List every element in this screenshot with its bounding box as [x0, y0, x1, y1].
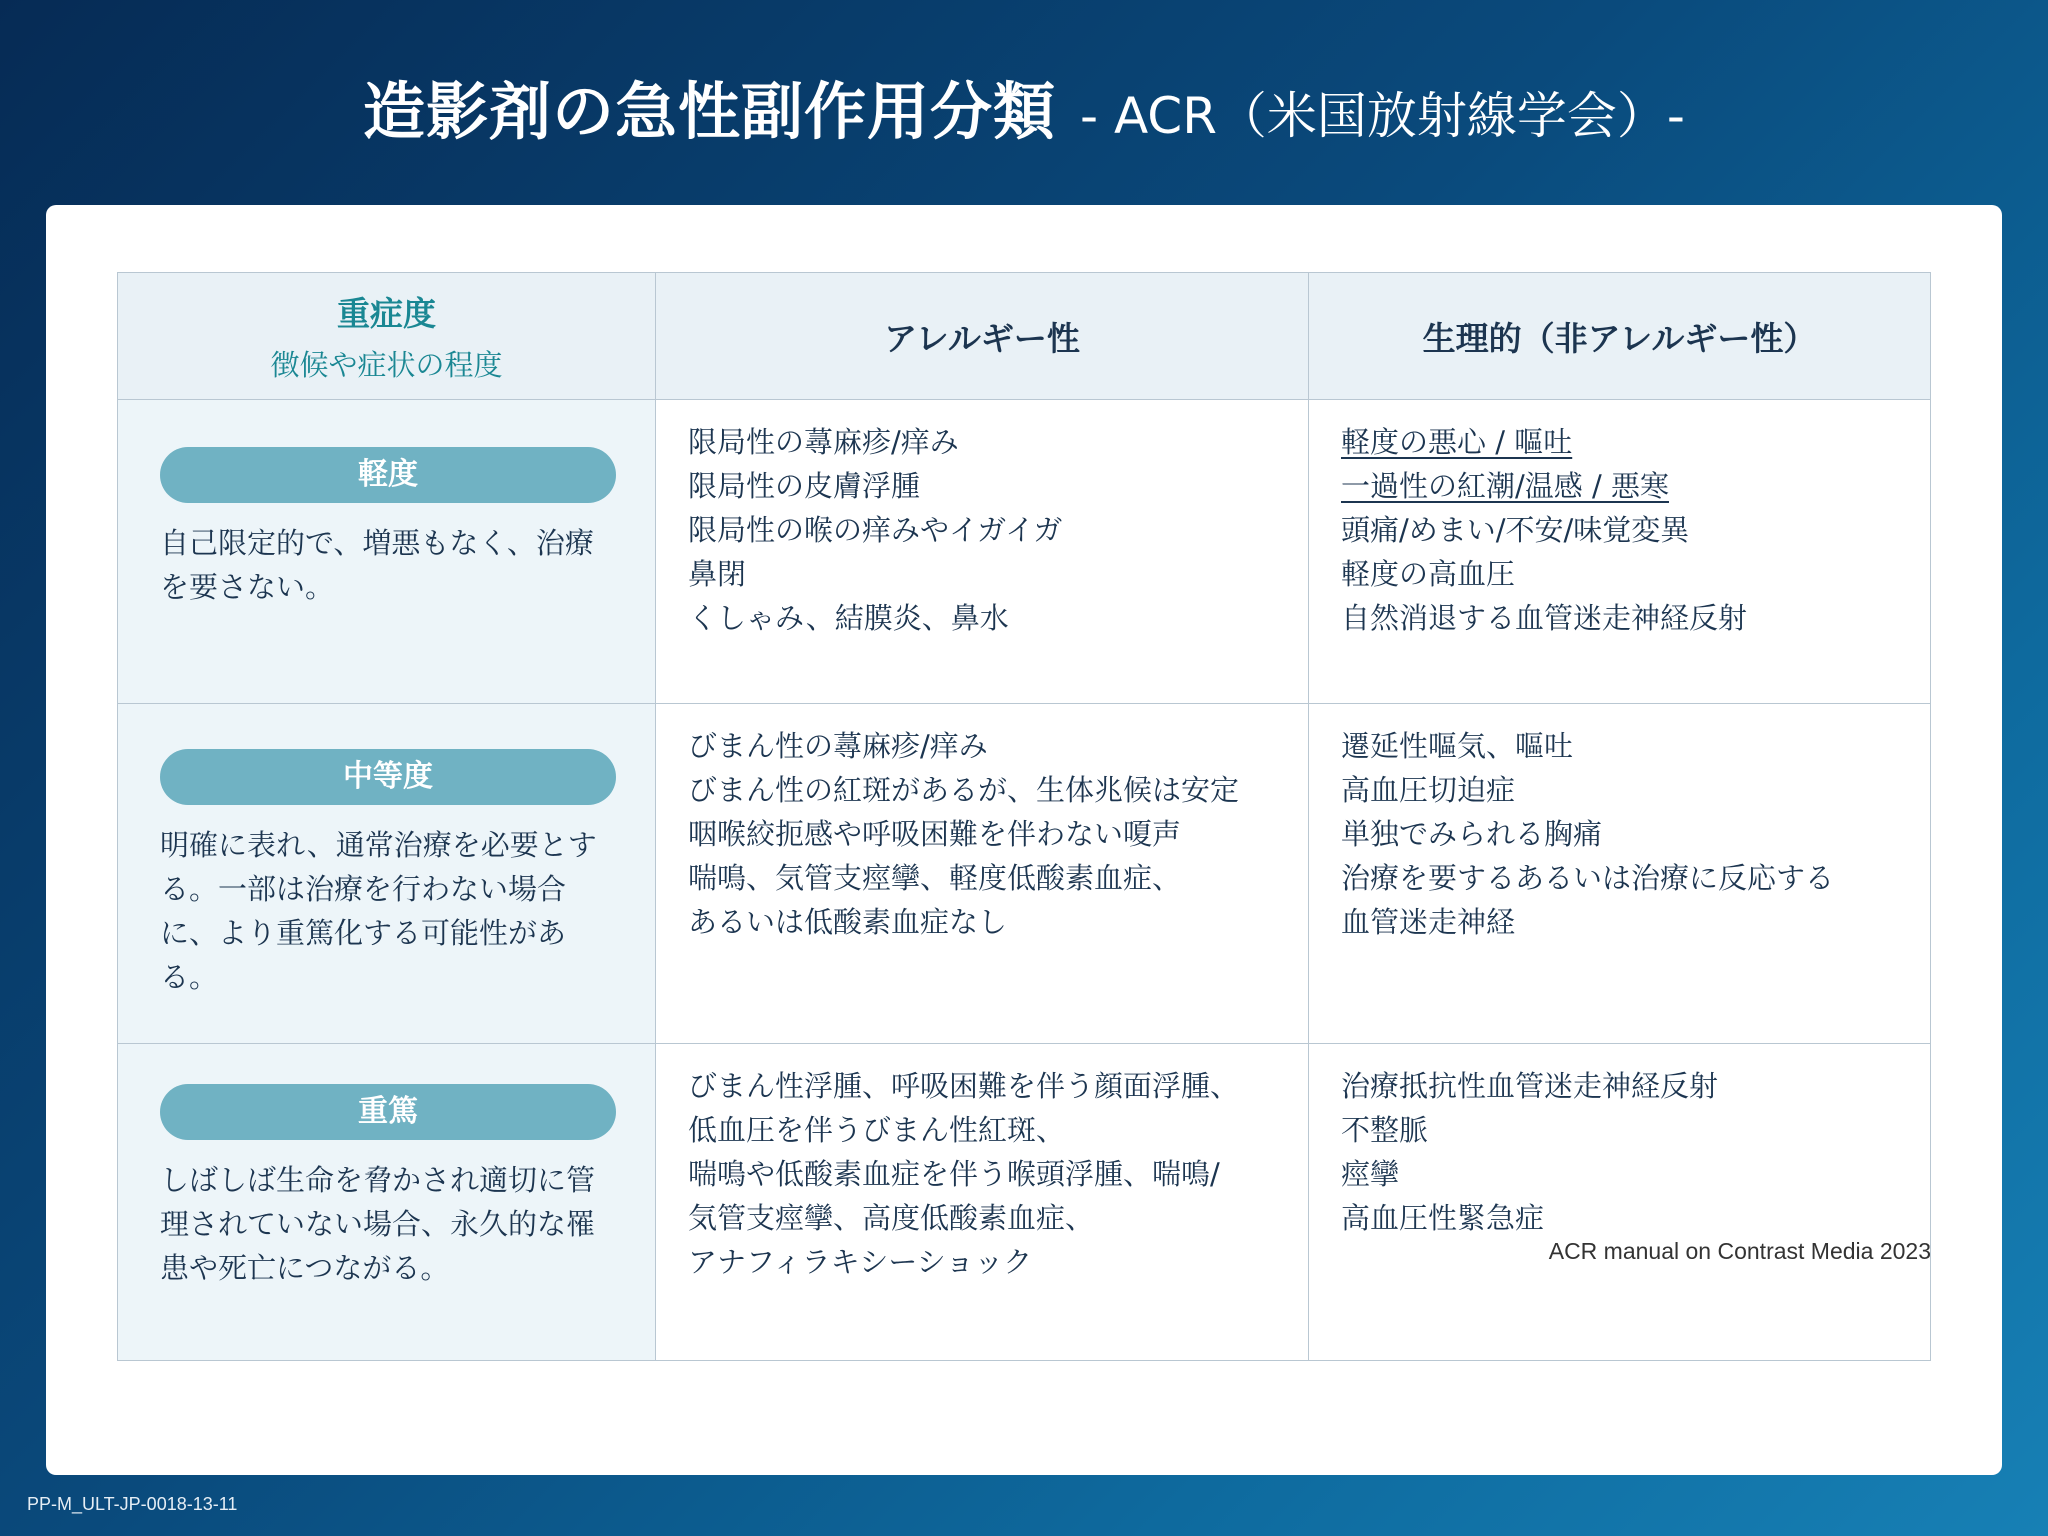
list-item: 鼻閉 — [688, 557, 747, 591]
list-item-underlined — [1341, 420, 1900, 464]
underlined-text: 軽度の悪心 / 嘔吐 — [1341, 425, 1573, 459]
allergic-cell — [656, 400, 1309, 704]
list-item: 限局性の蕁麻疹/痒み — [688, 425, 959, 459]
list-item: 不整脈 — [1341, 1113, 1429, 1147]
header-severity — [118, 273, 656, 400]
list-item: あるいは低酸素血症なし — [688, 905, 1008, 939]
list-item: 軽度の高血圧 — [1341, 557, 1516, 591]
list-item: 単独でみられる胸痛 — [1341, 817, 1603, 851]
allergic-cell — [656, 704, 1309, 1044]
list-item: 気管支痙攣、高度低酸素血症、 — [688, 1201, 1095, 1235]
document-code: PP-M_ULT-JP-0018-13-11 — [27, 1494, 238, 1514]
list-item: 治療を要するあるいは治療に反応する — [1341, 861, 1835, 895]
allergic-cell — [656, 1044, 1309, 1361]
list-item: びまん性浮腫、呼吸困難を伴う顔面浮腫、 — [688, 1069, 1240, 1103]
severity-description: 明確に表れ、通常治療を必要とする。一部は治療を行わない場合に、より重篤化する可能性がある。 — [160, 828, 597, 994]
list-item: 高血圧切迫症 — [1341, 773, 1516, 807]
list-item: びまん性の蕁麻疹/痒み — [688, 729, 988, 763]
list-item: 限局性の喉の痒みやイガイガ — [688, 513, 1063, 547]
content-card — [46, 205, 2002, 1475]
list-item: 喘鳴や低酸素血症を伴う喉頭浮腫、喘鳴/ — [688, 1157, 1220, 1191]
header-severity-sub: 徴候や症状の程度 — [270, 348, 503, 382]
title-main: 造影剤の急性副作用分類 — [363, 75, 1057, 148]
list-item: 痙攣 — [1341, 1157, 1400, 1191]
list-item: 治療抵抗性血管迷走神経反射 — [1341, 1069, 1719, 1103]
table-row-severe — [118, 1044, 1931, 1361]
list-item: 低血圧を伴うびまん性紅斑、 — [688, 1113, 1066, 1147]
list-item: 喘鳴、気管支痙攣、軽度低酸素血症、 — [688, 861, 1182, 895]
classification-table — [117, 272, 1931, 1361]
page-title — [0, 62, 2048, 151]
severity-cell — [118, 400, 656, 704]
physiologic-cell — [1309, 704, 1931, 1044]
header-physiologic: 生理的（非アレルギー性） — [1309, 273, 1931, 400]
severity-badge: 中等度 — [160, 749, 616, 805]
title-sub: - ACR（米国放射線学会）- — [1080, 87, 1685, 145]
severity-badge: 重篤 — [160, 1084, 616, 1140]
list-item: 頭痛/めまい/不安/味覚変異 — [1341, 513, 1690, 547]
underlined-text: 一過性の紅潮/温感 / 悪寒 — [1341, 469, 1669, 503]
severity-badge: 軽度 — [160, 447, 616, 503]
table-row-mild — [118, 400, 1931, 704]
list-item: 限局性の皮膚浮腫 — [688, 469, 921, 503]
source-citation: ACR manual on Contrast Media 2023 — [1548, 1238, 1931, 1264]
severity-cell — [118, 1044, 656, 1361]
severity-cell — [118, 704, 656, 1044]
list-item-underlined — [1341, 464, 1900, 508]
severity-description: 自己限定的で、増悪もなく、治療を要さない。 — [160, 526, 594, 604]
list-item: くしゃみ、結膜炎、鼻水 — [688, 601, 1009, 635]
list-item: アナフィラキシーショック — [688, 1245, 1033, 1279]
list-item: 血管迷走神経 — [1341, 905, 1516, 939]
severity-description: しばしば生命を脅かされ適切に管理されていない場合、永久的な罹患や死亡につながる。 — [160, 1163, 596, 1285]
header-severity-main: 重症度 — [337, 294, 436, 333]
list-item: びまん性の紅斑があるが、生体兆候は安定 — [688, 773, 1240, 807]
table-row-moderate — [118, 704, 1931, 1044]
physiologic-cell — [1309, 1044, 1931, 1361]
table-header-row — [118, 273, 1931, 400]
header-allergic: アレルギー性 — [656, 273, 1309, 400]
list-item: 咽喉絞扼感や呼吸困難を伴わない嗄声 — [688, 817, 1182, 851]
list-item: 自然消退する血管迷走神経反射 — [1341, 601, 1748, 635]
physiologic-cell — [1309, 400, 1931, 704]
list-item: 高血圧性緊急症 — [1341, 1201, 1545, 1235]
list-item: 遷延性嘔気、嘔吐 — [1341, 729, 1574, 763]
